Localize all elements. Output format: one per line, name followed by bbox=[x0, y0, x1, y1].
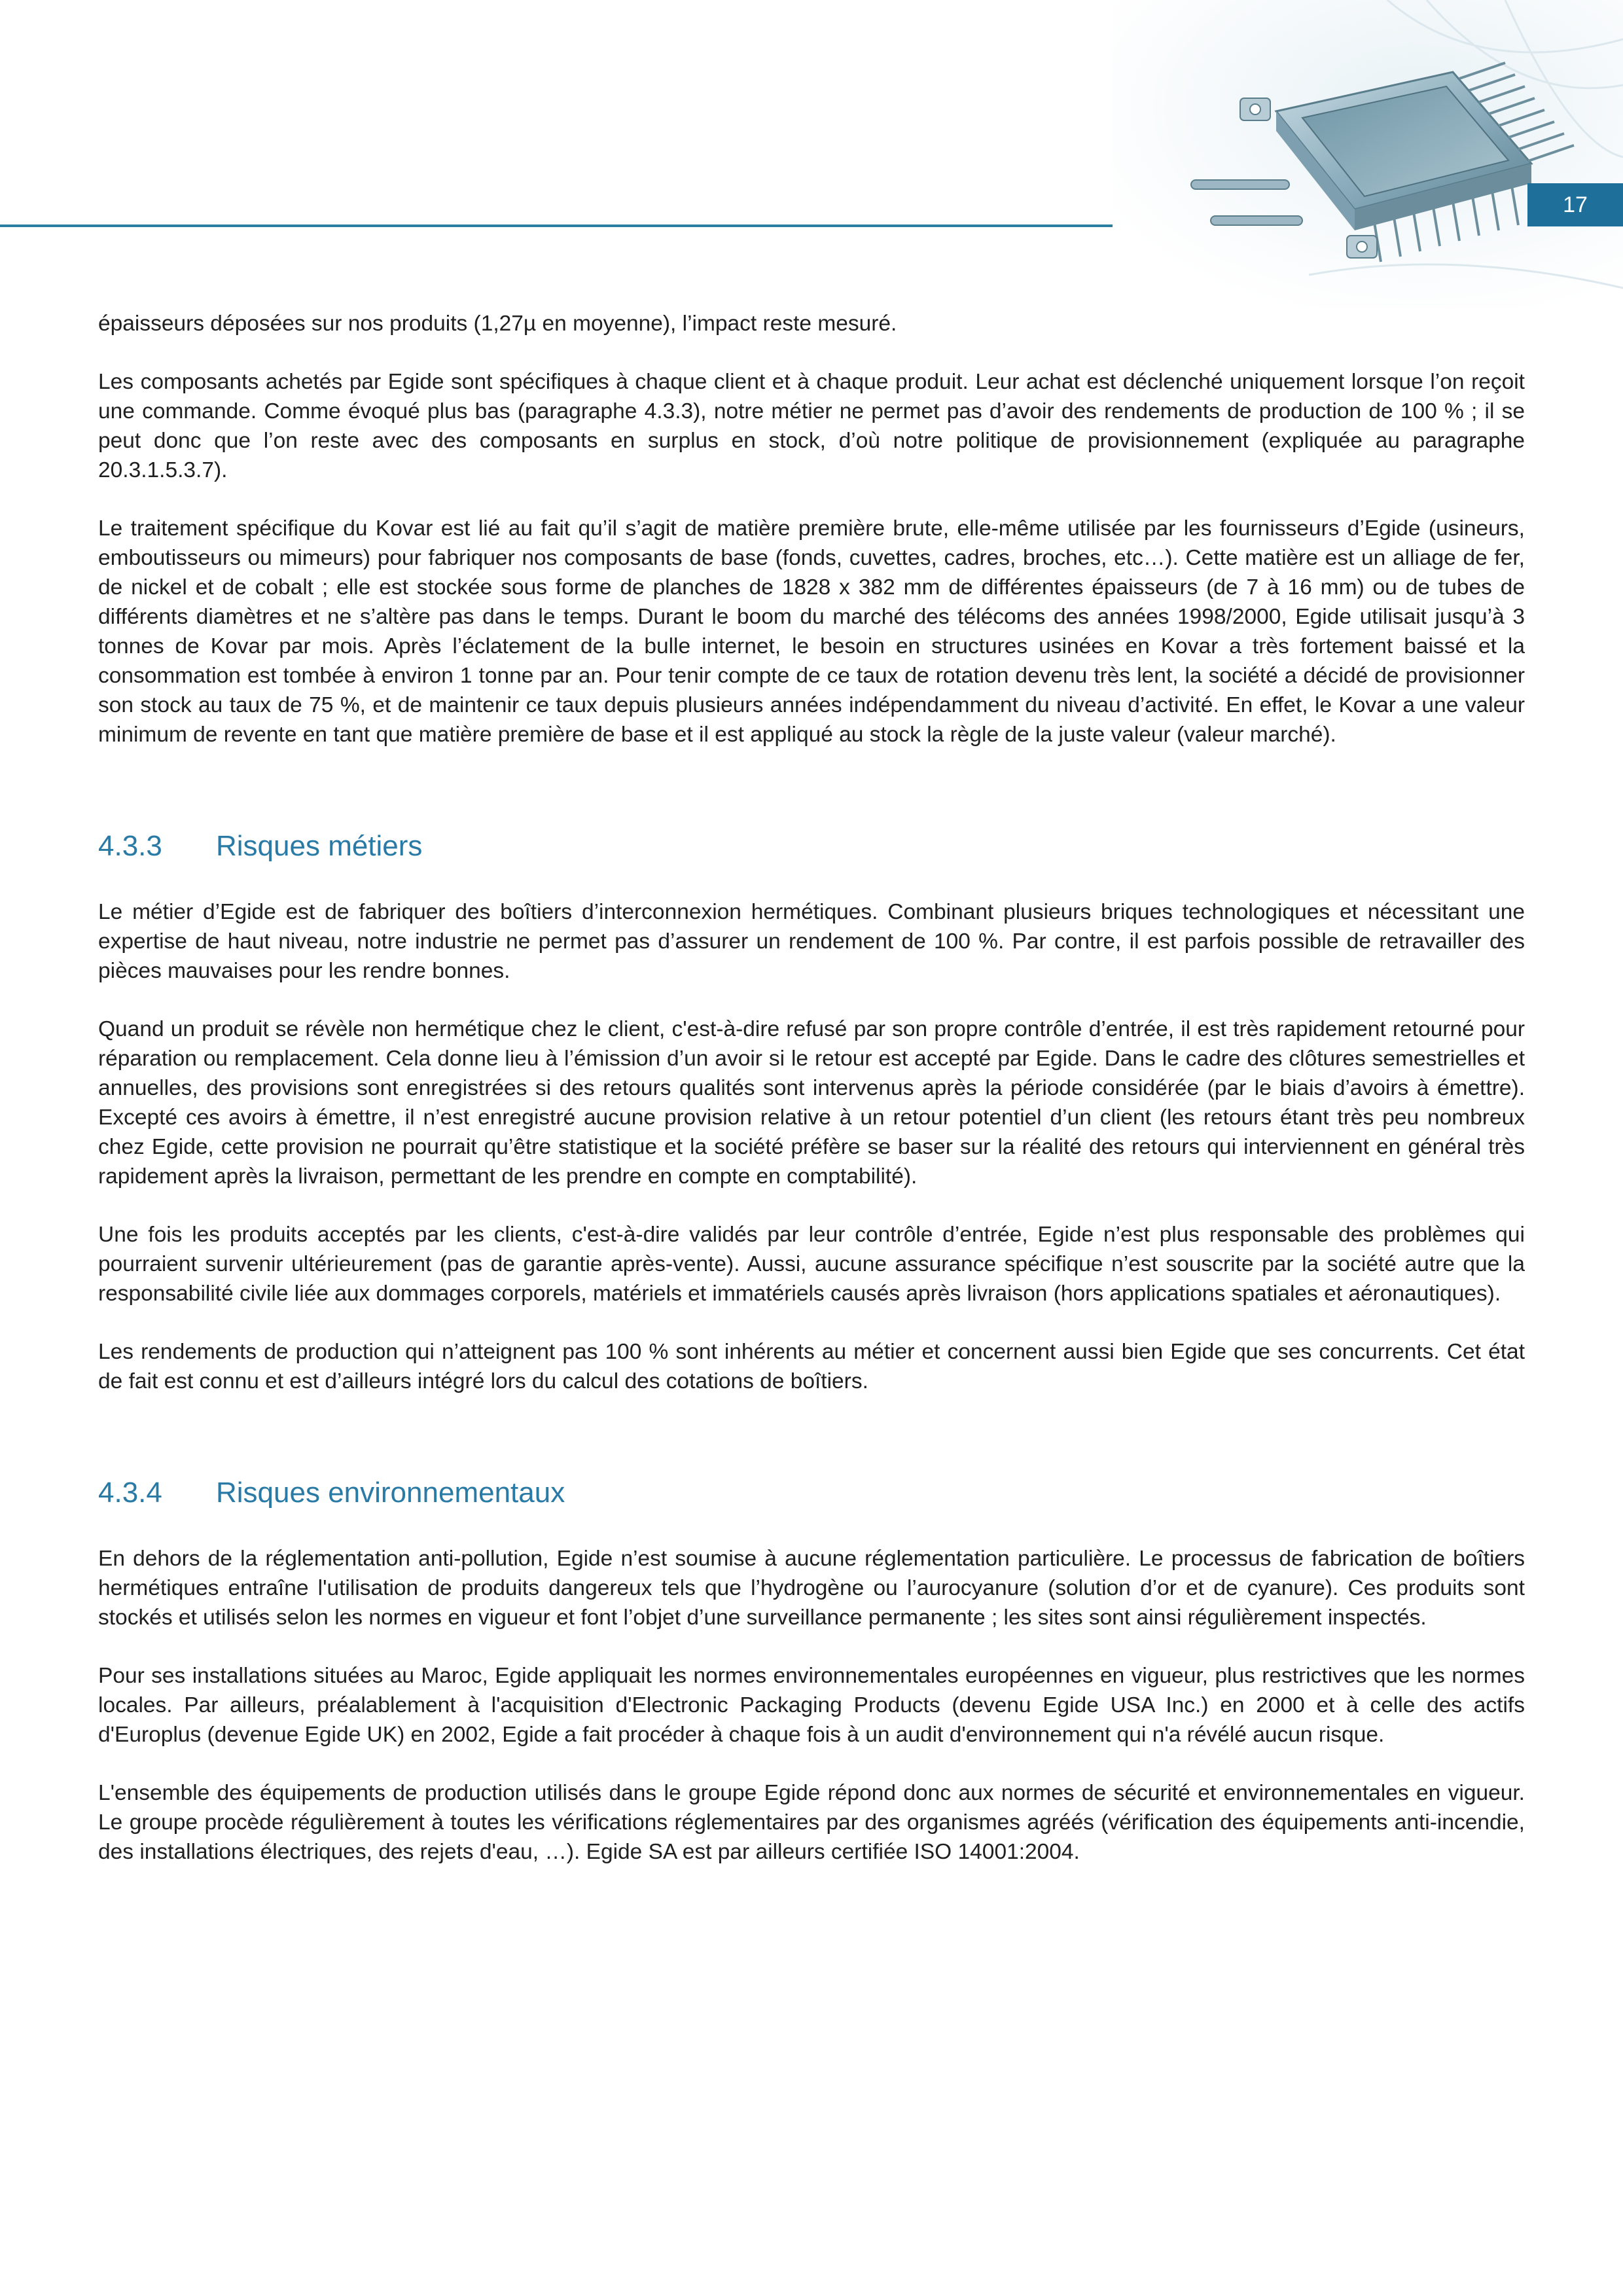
paragraph: Le traitement spécifique du Kovar est lié au fait qu’il s’agit de matière première brute, elle-même utilisée par les fournisseurs d’Egide (usineurs, emboutisseurs ou mimeurs) pour fabriquer nos composants de base (fonds, cuvettes, cadres, broches, etc…). Cette matière est un alliage de fer, de nickel et de cobalt ; elle est stockée sous forme de planches de 1828 x 382 mm de différentes épaisseurs (de 7 à 16 mm) ou de tubes de différents diamètres et ne s’altère pas dans le temps. Durant le boom du marché des télécoms des années 1998/2000, Egide utilisait jusqu’à 3 tonnes de Kovar par mois. Après l’éclatement de la bulle internet, le besoin en structures usinées en Kovar a très fortement baissé et la consommation est tombée à environ 1 tonne par an. Pour tenir compte de ce taux de rotation devenu très lent, la société a décidé de provisionner son stock au taux de 75 %, et de maintenir ce taux depuis plusieurs années indépendamment du niveau d’activité. En effet, le Kovar a une valeur minimum de revente en tant que matière première de base et il est appliqué au stock la règle de la juste valeur (valeur marché). bbox=[98, 516, 1525, 747]
page-number: 17 bbox=[1563, 192, 1588, 217]
section-number: 4.3.4 bbox=[98, 1477, 162, 1509]
paragraph: Une fois les produits acceptés par les clients, c'est-à-dire validés par leur contrôle d’entrée, Egide n’est plus responsable des problèmes qui pourraient survenir ultérieurement (pas de garantie après-vente). Aussi, aucune assurance spécifique n’est souscrite par la société autre que la responsabilité civile liée aux dommages corporels, matériels et immatériels causés après livraison (hors applications spatiales et aéronautiques). bbox=[98, 1223, 1525, 1306]
page-content bbox=[98, 309, 1525, 1895]
page-number-box bbox=[1527, 183, 1623, 226]
paragraph: Les rendements de production qui n’atteignent pas 100 % sont inhérents au métier et concernent aussi bien Egide que ses concurrents. Cet état de fait est connu et est d’ailleurs intégré lors du calcul des cotations de boîtiers. bbox=[98, 1340, 1525, 1393]
section-heading-4-3-3 bbox=[98, 828, 1525, 865]
paragraph: L'ensemble des équipements de production utilisés dans le groupe Egide répond donc aux normes de sécurité et environnementales en vigueur. Le groupe procède régulièrement à toutes les vérifications réglementaires par des organismes agréés (vérification des équipements anti-incendie, des installations électriques, des rejets d'eau, …). Egide SA est par ailleurs certifiée ISO 14001:2004. bbox=[98, 1781, 1525, 1864]
electronic-package-icon bbox=[1113, 0, 1623, 308]
paragraph: Le métier d’Egide est de fabriquer des boîtiers d’interconnexion hermétiques. Combinant plusieurs briques technologiques et nécessitant une expertise de haut niveau, notre industrie ne permet pas d’assurer un rendement de 100 %. Par contre, il est parfois possible de retravailler des pièces mauvaises pour les rendre bonnes. bbox=[98, 900, 1525, 983]
section-heading-4-3-4 bbox=[98, 1475, 1525, 1511]
paragraph: Pour ses installations situées au Maroc, Egide appliquait les normes environnementales européennes en vigueur, plus restrictives que les normes locales. Par ailleurs, préalablement à l'acquisition d'Electronic Packaging Products (devenu Egide USA Inc.) en 2000 et à celle des actifs d'Europlus (devenue Egide UK) en 2002, Egide a fait procéder à chaque fois à un audit d'environnement qui n'a révélé aucun risque. bbox=[98, 1664, 1525, 1747]
section-number: 4.3.3 bbox=[98, 830, 162, 862]
paragraph: épaisseurs déposées sur nos produits (1,27µ en moyenne), l’impact reste mesuré. bbox=[98, 312, 897, 336]
section-title: Risques environnementaux bbox=[216, 1477, 565, 1509]
header-rule bbox=[0, 224, 1113, 227]
paragraph: Les composants achetés par Egide sont spécifiques à chaque client et à chaque produit. Leur achat est déclenché uniquement lorsque l’on reçoit une commande. Comme évoqué plus bas (paragraphe 4.3.3), notre métier ne permet pas d’avoir des rendements de production de 100 % ; il se peut donc que l’on reste avec des composants en surplus en stock, d’où notre politique de provisionnement (expliquée au paragraphe 20.3.1.5.3.7). bbox=[98, 370, 1525, 482]
paragraph: Quand un produit se révèle non hermétique chez le client, c'est-à-dire refusé par son propre contrôle d’entrée, il est très rapidement retourné pour réparation ou remplacement. Cela donne lieu à l’émission d’un avoir si le retour est accepté par Egide. Dans le cadre des clôtures semestrielles et annuelles, des provisions sont enregistrées si des retours qualités sont intervenus après la période considérée (par le biais d’avoirs à émettre). Excepté ces avoirs à émettre, il n’est enregistré aucune provision relative à un retour potentiel d’un client (les retours étant très peu nombreux chez Egide, cette provision ne pourrait qu’être statistique et la société préfère se baser sur la réalité des retours qui interviennent en général très rapidement après la livraison, permettant de les prendre en compte en comptabilité). bbox=[98, 1017, 1525, 1189]
paragraph: En dehors de la réglementation anti-pollution, Egide n’est soumise à aucune réglementation particulière. Le processus de fabrication de boîtiers hermétiques entraîne l'utilisation de produits dangereux tels que l’hydrogène ou l’aurocyanure (solution d’or et de cyanure). Ces produits sont stockés et utilisés selon les normes en vigueur et font l’objet d’une surveillance permanente ; les sites sont ainsi régulièrement inspectés. bbox=[98, 1547, 1525, 1630]
section-title: Risques métiers bbox=[216, 830, 423, 862]
